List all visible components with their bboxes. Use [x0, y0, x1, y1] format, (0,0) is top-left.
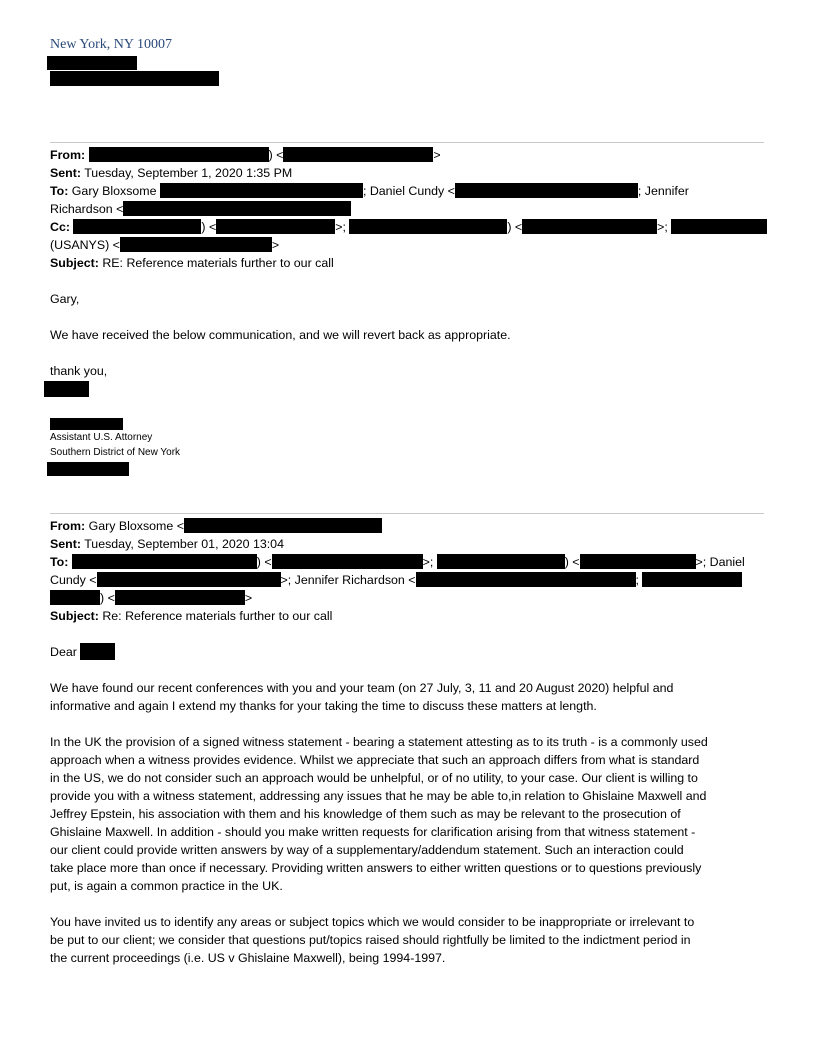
redaction-block: [50, 418, 123, 430]
to-separator: ) <: [256, 555, 272, 569]
paragraph-line: informative and again I extend my thanks for your taking the time to discuss these matters at length.: [50, 699, 597, 713]
paragraph-line: You have invited us to identify any areas or subject topics which we would consider to be inappropriate or irrelevant to: [50, 915, 695, 929]
paragraph-line: Jeffrey Epstein, his association with them and his knowledge of them such as may be relevant to the prosecution of: [50, 807, 681, 821]
to-separator: ) <: [564, 555, 580, 569]
to-recipient: Gary Bloxsome: [71, 184, 157, 198]
cc-separator: >;: [335, 220, 350, 234]
sent-value: Tuesday, September 01, 2020 13:04: [84, 537, 284, 551]
to-recipient: ; Daniel Cundy <: [362, 184, 455, 198]
to-recipient: Richardson <: [50, 202, 124, 216]
email2-greeting: [50, 643, 115, 661]
redaction-block: [437, 554, 565, 569]
email1-to-line-2: [50, 200, 351, 218]
redaction-block: [642, 572, 742, 587]
redaction-block: [580, 554, 696, 569]
redaction-block: [416, 572, 636, 587]
redaction-block: [283, 147, 433, 162]
email1-body: We have received the below communication, and we will revert back as appropriate.: [50, 328, 511, 342]
email-divider: [50, 513, 764, 514]
from-label: From:: [50, 519, 86, 533]
redaction-block: [349, 219, 507, 234]
redaction-block: [123, 201, 351, 216]
to-label: To:: [50, 555, 69, 569]
redaction-block: [73, 219, 201, 234]
cc-separator: >;: [657, 220, 672, 234]
subject-value: RE: Reference materials further to our call: [102, 256, 334, 270]
paragraph-line: put, is again a common practice in the UK.: [50, 879, 283, 893]
redaction-block: [272, 554, 423, 569]
letterhead-address: New York, NY 10007: [50, 37, 172, 52]
sent-value: Tuesday, September 1, 2020 1:35 PM: [84, 166, 293, 180]
email1-closing: thank you,: [50, 364, 108, 378]
paragraph-subject-topics: [50, 913, 766, 967]
to-separator: ;: [635, 573, 643, 587]
from-label: From:: [50, 148, 86, 162]
to-recipient: >; Jennifer Richardson <: [280, 573, 416, 587]
paragraph-line: We have found our recent conferences with you and your team (on 27 July, 3, 11 and 20 August 2020) helpful and: [50, 681, 674, 695]
redaction-block: [89, 147, 269, 162]
cc-separator: ) <: [201, 220, 217, 234]
redaction-block: [72, 554, 257, 569]
redaction-block: [184, 518, 382, 533]
email2-from-line: [50, 517, 382, 535]
cc-separator: ) <: [507, 220, 523, 234]
greeting-text: Dear: [50, 645, 77, 659]
paragraph-line: the current proceedings (i.e. US v Ghislaine Maxwell), being 1994-1997.: [50, 951, 446, 965]
email2-sent-line: [50, 535, 284, 553]
subject-label: Subject:: [50, 256, 99, 270]
email2-subject-line: [50, 607, 332, 625]
from-value: Gary Bloxsome <: [88, 519, 184, 533]
paragraph-witness-statement: [50, 733, 766, 895]
email1-greeting: Gary,: [50, 292, 80, 306]
subject-value: Re: Reference materials further to our call: [102, 609, 333, 623]
to-recipient: ; Jennifer: [637, 184, 689, 198]
to-separator: >;: [422, 555, 437, 569]
redaction-block: [216, 219, 335, 234]
redaction-block: [50, 590, 100, 605]
to-recipient: >; Daniel: [695, 555, 745, 569]
redaction-block: [160, 183, 363, 198]
redaction-block: [522, 219, 657, 234]
email1-from-line: [50, 146, 441, 164]
from-separator: ) <: [268, 148, 284, 162]
paragraph-conferences: [50, 679, 766, 715]
to-separator: ) <: [100, 591, 115, 605]
email-divider: [50, 142, 764, 143]
email1-sent-line: [50, 164, 292, 182]
email1-subject-line: [50, 254, 334, 272]
cc-end: >: [271, 238, 280, 252]
redaction-block: [50, 71, 219, 86]
paragraph-line: be put to our client; we consider that questions put/topics raised should rightfully be limited to the indictment period in: [50, 933, 691, 947]
from-end: >: [433, 148, 441, 162]
redaction-block: [47, 56, 137, 70]
email2-to-line-3: [50, 589, 252, 607]
email1-cc-line-2: [50, 236, 279, 254]
redaction-block: [80, 643, 115, 660]
email1-cc-line: [50, 218, 767, 236]
redaction-block: [455, 183, 638, 198]
paragraph-line: provide you with a witness statement, addressing any issues that he may be able to,in relation to Ghislaine Maxwell and: [50, 789, 707, 803]
redaction-block: [671, 219, 767, 234]
redaction-block: [120, 237, 272, 252]
signature-title: Assistant U.S. Attorney: [50, 432, 153, 443]
paragraph-line: in the US, we do not consider such an approach would be unhelpful, or of no utility, to your case. Our client is willing to: [50, 771, 698, 785]
redaction-block: [47, 462, 129, 476]
paragraph-line: approach when a witness provides evidence. Whilst we appreciate that such an approach differs from what is standard: [50, 753, 700, 767]
email1-to-line: [50, 182, 689, 200]
paragraph-line: our client could provide written answers by way of a supplementary/addendum statement. Such an interaction could: [50, 843, 684, 857]
paragraph-line: In the UK the provision of a signed witness statement - bearing a statement attesting as to its truth - is a commonly used: [50, 735, 708, 749]
paragraph-line: take place more than once if necessary. Providing written answers to either written questions or to questions previously: [50, 861, 702, 875]
subject-label: Subject:: [50, 609, 99, 623]
sent-label: Sent:: [50, 166, 81, 180]
paragraph-line: Ghislaine Maxwell. In addition - should you make written requests for clarification arising from that witness statement -: [50, 825, 696, 839]
sent-label: Sent:: [50, 537, 81, 551]
signature-office: Southern District of New York: [50, 447, 181, 458]
to-end: >: [244, 591, 253, 605]
to-label: To:: [50, 184, 69, 198]
email2-to-line-2: [50, 571, 742, 589]
redaction-block: [97, 572, 281, 587]
cc-recipient: (USANYS) <: [50, 238, 120, 252]
redaction-block: [115, 590, 245, 605]
email2-to-line: [50, 553, 745, 571]
to-recipient: Cundy <: [50, 573, 97, 587]
redaction-block: [44, 381, 89, 397]
cc-label: Cc:: [50, 220, 70, 234]
